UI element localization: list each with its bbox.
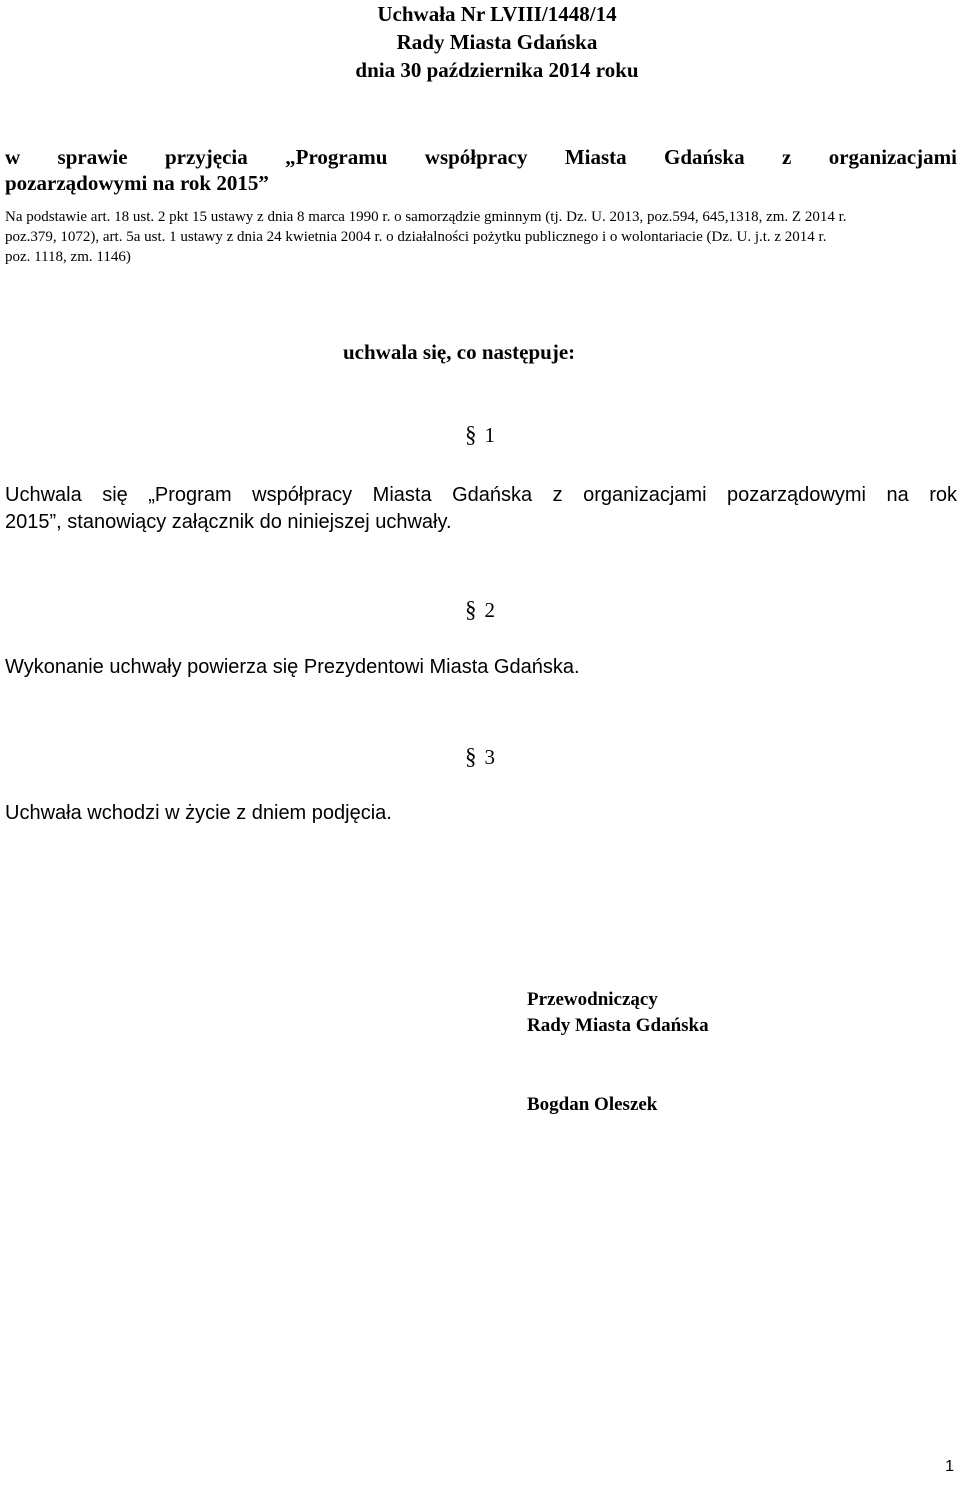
section-number-3: 3 bbox=[484, 745, 495, 769]
resolution-date: dnia 30 października 2014 roku bbox=[355, 58, 639, 82]
section-3-text: Uchwała wchodzi w życie z dniem podjęcia. bbox=[5, 802, 392, 824]
legal-basis-line-2: poz.379, 1072), art. 5a ust. 1 ustawy z dnia 24 kwietnia 2004 r. o działalności pożytku publicznego i o wolontariacie (Dz. U. j.t. z 2014 r. bbox=[5, 229, 827, 245]
section-3-heading bbox=[465, 744, 495, 770]
section-sign-2: § bbox=[465, 597, 477, 622]
signature-body: Rady Miasta Gdańska bbox=[527, 1015, 709, 1036]
section-1-heading bbox=[465, 422, 495, 448]
section-1-text-line-1: Uchwala się „Program współpracy Miasta Gdańska z organizacjami pozarządowymi na rok bbox=[5, 484, 957, 506]
signature-role: Przewodniczący bbox=[527, 989, 658, 1010]
page-number: 1 bbox=[945, 1458, 954, 1475]
section-1-text-line-2: 2015”, stanowiący załącznik do niniejszej uchwały. bbox=[5, 511, 452, 533]
legal-basis-line-1: Na podstawie art. 18 ust. 2 pkt 15 ustawy z dnia 8 marca 1990 r. o samorządzie gminnym (tj. Dz. U. 2013, poz.594, 645,1318, zm. Z 2014 r. bbox=[5, 209, 847, 225]
section-1-text bbox=[5, 482, 957, 536]
legal-basis-line-3: poz. 1118, zm. 1146) bbox=[5, 249, 131, 265]
section-2-text: Wykonanie uchwały powierza się Prezydentowi Miasta Gdańska. bbox=[5, 656, 580, 678]
signatory-name: Bogdan Oleszek bbox=[527, 1094, 658, 1115]
resolves-heading: uchwala się, co następuje: bbox=[343, 340, 576, 364]
section-sign-1: § bbox=[465, 422, 477, 447]
section-number-2: 2 bbox=[484, 598, 495, 622]
section-2-heading bbox=[465, 597, 495, 623]
issuing-body: Rady Miasta Gdańska bbox=[396, 30, 598, 54]
section-number-1: 1 bbox=[484, 423, 495, 447]
resolution-title: Uchwała Nr LVIII/1448/14 bbox=[377, 2, 617, 26]
subject-line-2: pozarządowymi na rok 2015” bbox=[5, 171, 269, 195]
section-sign-3: § bbox=[465, 744, 477, 769]
subject-line-1: w sprawie przyjęcia „Programu współpracy Miasta Gdańska z organizacjami bbox=[5, 145, 957, 169]
signature-block bbox=[527, 987, 709, 1039]
legal-basis bbox=[5, 207, 957, 267]
